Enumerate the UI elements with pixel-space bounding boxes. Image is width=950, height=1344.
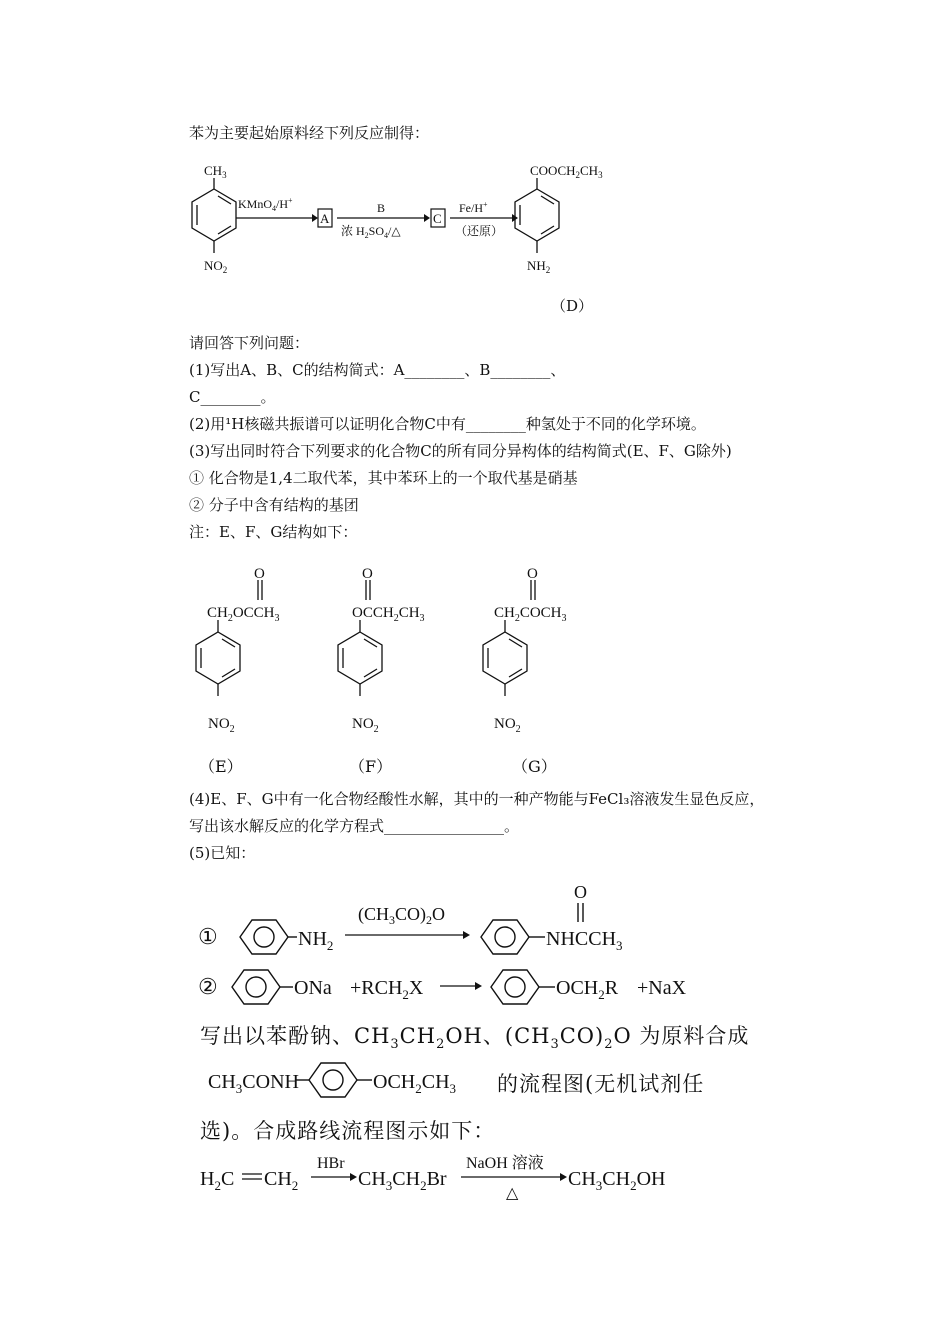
e-label: （E） [199, 757, 243, 776]
q1-line1: (1)写出A、B、C的结构简式：A________、B________、 [189, 361, 566, 379]
reagent-kmno4: KMnO$_4$/H+ [238, 196, 293, 213]
reagent-fe: Fe/H+ [459, 200, 488, 215]
e-no2: $NO_2$ [208, 716, 235, 735]
box-a-label: A [320, 211, 330, 226]
r2-ring [232, 970, 293, 1004]
f-top: $OCCH_2CH_3$ [352, 605, 425, 624]
r2-prod-ring [491, 970, 555, 1004]
q5-text: (5)已知： [189, 844, 256, 862]
r1-prod: $NHCCH_3$ [546, 928, 623, 953]
prompt-text: 请回答下列问题： [189, 334, 310, 352]
task-left: $CH_3CONH$ [208, 1071, 299, 1096]
r1-o: O [574, 882, 587, 902]
g-top: $CH_2COCH_3$ [494, 605, 567, 624]
product-ester: $COOCH_2CH_3$ [530, 163, 603, 180]
q3-condition-2: ② 分子中含有结构的基团 [189, 496, 359, 514]
product-nh2: $NH_2$ [527, 258, 551, 275]
r2-prod: $OCH_2R$ [556, 977, 619, 1002]
box-c-label: C [433, 211, 442, 226]
task-right: $OCH_2CH_3$ [373, 1071, 457, 1096]
e-o: O [254, 566, 265, 582]
r1-num: ① [198, 924, 218, 949]
f-o: O [362, 566, 373, 582]
q3-text: (3)写出同时符合下列要求的化合物C的所有同分异构体的结构简式(E、F、G除外) [189, 442, 732, 460]
r2-plus: $+RCH_2X$ [350, 977, 424, 1002]
g-no2: $NO_2$ [494, 716, 521, 735]
ex-end: $CH_3CH_2OH$ [568, 1168, 666, 1193]
q4-line1: (4)E、F、G中有一化合物经酸性水解，其中的一种产物能与FeCl₃溶液发生显色反应， [189, 790, 765, 808]
task-ring [296, 1063, 372, 1097]
note-text: 注：E、F、G结构如下： [189, 523, 358, 541]
q1-line2: C________。 [189, 388, 276, 406]
reagent-h2so4: 浓 $H_2SO_4/\triangle$ [341, 224, 401, 240]
ex-h2c: $H_2C$ [200, 1168, 235, 1193]
reagent-reduce: （还原） [455, 224, 504, 238]
e-top: $CH_2OCCH_3$ [207, 605, 280, 624]
task-line-2-tail: 的流程图(无机试剂任 [497, 1072, 705, 1096]
g-o: O [527, 566, 538, 582]
r1-nh2: $NH_2$ [298, 928, 334, 953]
r1-reagent: $(CH_3CO)_2O$ [358, 904, 445, 927]
ex-hbr: HBr [317, 1155, 345, 1172]
task-line-1: 写出以苯酚钠、$CH_3CH_2OH$、$(CH_3CO)_2O$ 为原料合成 [200, 1024, 750, 1053]
q2-text: (2)用¹H核磁共振谱可以证明化合物C中有________种氢处于不同的化学环境。 [189, 415, 706, 433]
intro-text: 苯为主要起始原料经下列反应制得： [189, 124, 430, 142]
reagent-b: B [377, 201, 386, 215]
q3-condition-1: ① 化合物是1,4二取代苯，其中苯环上的一个取代基是硝基 [189, 469, 578, 487]
start-ch3: $CH_3$ [204, 163, 227, 180]
ex-delta: △ [506, 1185, 519, 1202]
r2-nax: +NaX [637, 977, 687, 999]
f-label: （F） [349, 757, 393, 776]
task-line-3: 选)。合成路线流程图示如下： [200, 1119, 496, 1143]
product-d-label: （D） [551, 297, 594, 315]
f-no2: $NO_2$ [352, 716, 379, 735]
ex-mid: $CH_3CH_2Br$ [358, 1168, 447, 1193]
g-label: （G） [512, 757, 557, 776]
r1-ring [240, 920, 297, 954]
ex-ch2: $CH_2$ [264, 1168, 299, 1193]
r2-ona: ONa [294, 977, 332, 999]
ex-naoh: NaOH 溶液 [466, 1155, 544, 1172]
r2-num: ② [198, 974, 218, 999]
start-no2: $NO_2$ [204, 258, 228, 275]
q4-line2: 写出该水解反应的化学方程式________________。 [189, 817, 520, 835]
